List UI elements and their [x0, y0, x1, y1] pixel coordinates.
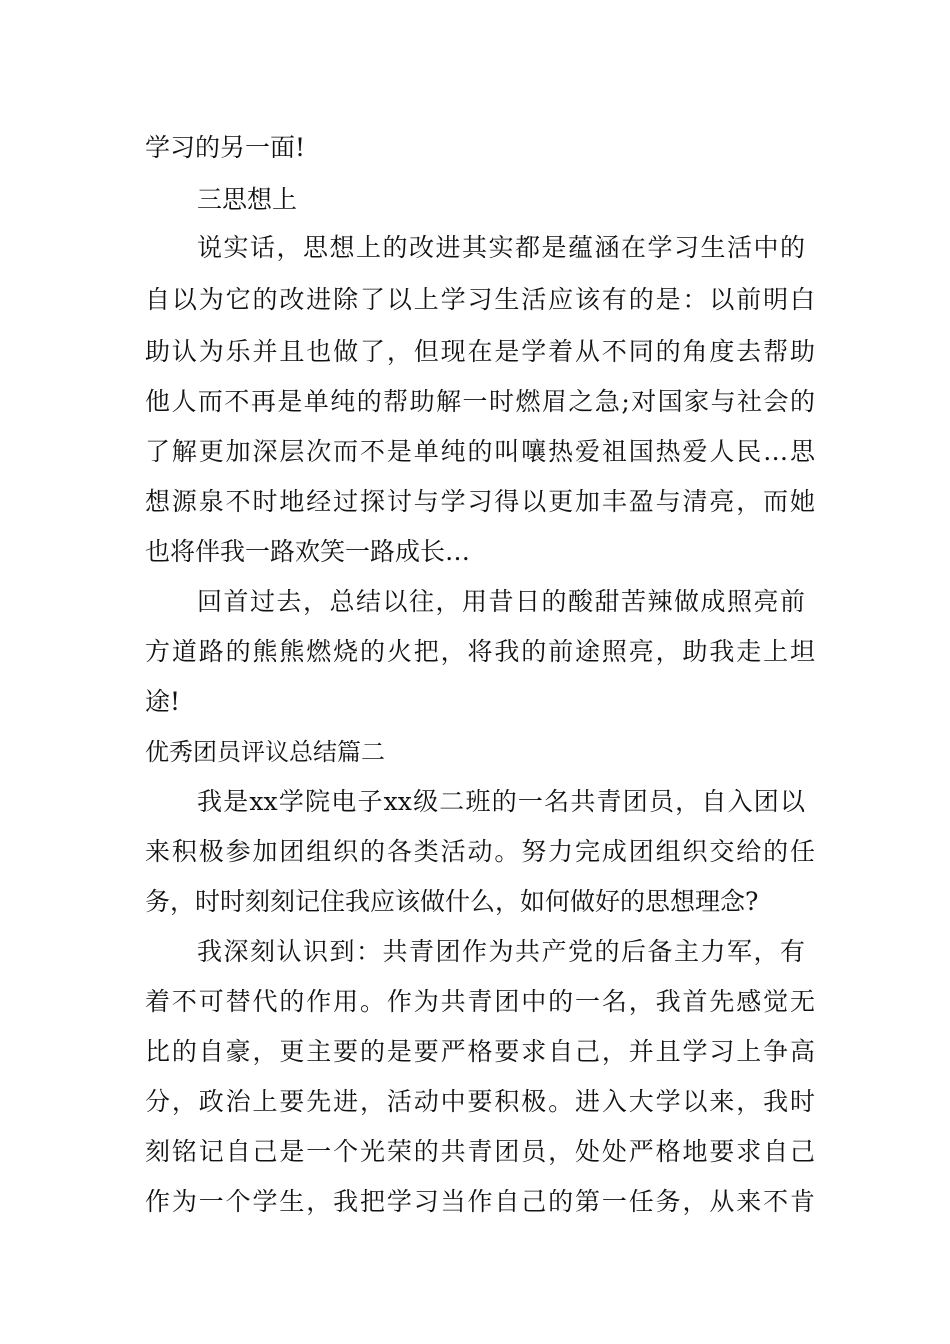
paragraph-line: 我是xx学院电子xx级二班的一名共青团员，自入团以: [197, 787, 805, 816]
paragraph-line: 途!: [145, 687, 181, 716]
paragraph-line: 着不可替代的作用。作为共青团中的一名，我首先感觉无: [145, 987, 815, 1016]
paragraph-line: 自以为它的改进除了以上学习生活应该有的是：以前明白: [145, 285, 815, 314]
paragraph-line: 务，时时刻刻记住我应该做什么，如何做好的思想理念?: [145, 887, 759, 916]
paragraph-line: 分，政治上要先进，活动中要积极。进入大学以来，我时: [145, 1087, 815, 1116]
section-title: 优秀团员评议总结篇二: [145, 738, 385, 766]
paragraph-line: 也将伴我一路欢笑一路成长…: [145, 537, 471, 566]
paragraph-line: 比的自豪，更主要的是要严格要求自己，并且学习上争高: [145, 1037, 815, 1066]
paragraph-line: 助认为乐并且也做了，但现在是学着从不同的角度去帮助: [145, 337, 815, 366]
paragraph-line: 来积极参加团组织的各类活动。努力完成团组织交给的任: [145, 837, 815, 866]
paragraph-line: 他人而不再是单纯的帮助解一时燃眉之急;对国家与社会的: [145, 387, 815, 416]
paragraph-line: 回首过去，总结以往，用昔日的酸甜苦辣做成照亮前: [197, 587, 805, 616]
paragraph-line: 方道路的熊熊燃烧的火把，将我的前途照亮，助我走上坦: [145, 637, 815, 666]
paragraph-line: 刻铭记自己是一个光荣的共青团员，处处严格地要求自己: [145, 1137, 815, 1166]
paragraph-line: 了解更加深层次而不是单纯的叫嚷热爱祖国热爱人民…思: [145, 437, 815, 466]
section-heading: 三思想上: [197, 185, 298, 214]
paragraph-line: 说实话，思想上的改进其实都是蕴涵在学习生活中的: [197, 233, 805, 262]
paragraph-line: 想源泉不时地经过探讨与学习得以更加丰盈与清亮，而她: [145, 487, 815, 516]
paragraph-line: 我深刻认识到：共青团作为共产党的后备主力军，有: [197, 937, 805, 966]
paragraph-line: 学习的另一面!: [145, 133, 306, 162]
paragraph-line: 作为一个学生，我把学习当作自己的第一任务，从来不肯: [145, 1187, 815, 1216]
